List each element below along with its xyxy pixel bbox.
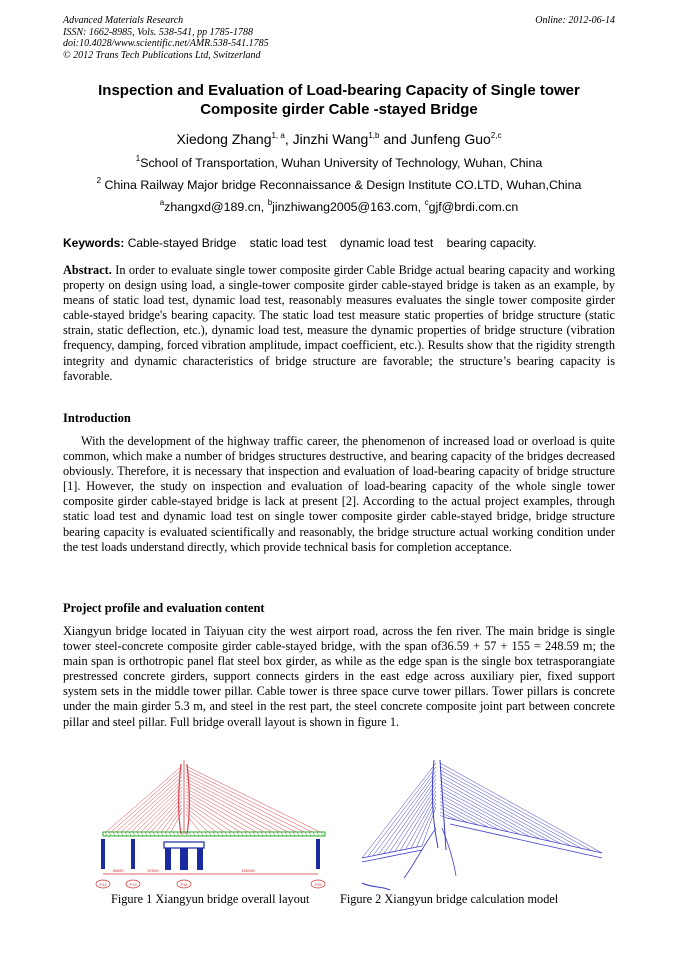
figure-1-dimension-label: 155000 xyxy=(241,868,255,873)
author-separator: and xyxy=(379,131,411,147)
abstract xyxy=(63,263,615,384)
figure-1-bridge-layout xyxy=(88,756,338,892)
author-name: Jinzhi Wang xyxy=(292,131,369,147)
section-heading-introduction: Introduction xyxy=(63,411,131,425)
figure-2-caption: Figure 2 Xiangyun bridge calculation model xyxy=(340,892,559,906)
author-name: Xiedong Zhang xyxy=(176,131,272,147)
affiliation-text: School of Transportation, Wuhan University of Technology, Wuhan, China xyxy=(140,156,543,170)
figure-1-stay-cables xyxy=(106,766,320,832)
project-paragraph: Xiangyun bridge located in Taiyuan city the west airport road, across the fen river. The main bridge is single tower steel-concrete composite girder cable-stayed bridge, with the span of36.59 + 57 + 155 = 248.59 m; the main span is orthotropic panel flat steel box girder, as while as the edge span is the single box tetrasporangiate prestressed concrete girders, support connects girders in the east edge across auxiliary pier, fixed support system sets in the middle tower pillar. Cable tower is three space curve tower pillars. Tower pillars is concrete under the main girder 5.3 m, and steel in the rest part, the steel concrete composite joint part between concrete pillar and steel pillar. Full bridge overall layout is shown in figure 1. xyxy=(63,624,615,729)
affiliation-sup: 1 xyxy=(135,154,141,163)
section-heading-project-profile: Project profile and evaluation content xyxy=(63,601,265,615)
author-sup: 1, a xyxy=(271,131,285,140)
journal-name: Advanced Materials Research xyxy=(63,15,184,26)
paper-title xyxy=(63,82,615,119)
email-address: jinzhiwang2005@163.com, xyxy=(272,200,425,214)
figure-1-pier-label: P12 xyxy=(99,882,107,887)
keyword: bearing capacity. xyxy=(446,236,537,250)
figure-1-deck xyxy=(103,832,325,836)
copyright-line: © 2012 Trans Tech Publications Ltd, Switzerland xyxy=(63,49,261,61)
email-address: zhangxd@189.cn, xyxy=(164,200,268,214)
figure-1-pier-label: P14 xyxy=(180,882,188,887)
author-name: Junfeng Guo xyxy=(410,131,491,147)
doi-line: doi:10.4028/www.scientific.net/AMR.538-541.1785 xyxy=(63,38,269,50)
author-sup: 1,b xyxy=(368,131,380,140)
keywords-label: Keywords: xyxy=(63,236,125,250)
title-line-1: Inspection and Evaluation of Load-bearing Capacity of Single tower xyxy=(98,82,580,99)
keyword: dynamic load test xyxy=(339,236,434,250)
figure-2-model-lines xyxy=(362,763,602,862)
figure-1-dimension-label: 57000 xyxy=(147,868,159,873)
abstract-label: Abstract. xyxy=(63,263,112,277)
keyword: static load test xyxy=(249,236,327,250)
affiliation-text: China Railway Major bridge Reconnaissance & Design Institute CO.LTD, Wuhan,China xyxy=(101,178,582,192)
figure-1-piers xyxy=(101,839,320,870)
email-list xyxy=(63,200,615,214)
figure-1-tower xyxy=(179,760,190,834)
email-sup: b xyxy=(267,198,273,207)
email-address: gjf@brdi.com.cn xyxy=(428,200,519,214)
figure-2-calculation-model xyxy=(352,758,608,892)
author-separator: , xyxy=(284,131,293,147)
keyword: Cable-stayed Bridge xyxy=(127,236,237,250)
author-list xyxy=(63,131,615,147)
introduction-paragraph: With the development of the highway traffic career, the phenomenon of increased load or overload is quite common, which make a number of bridges structures destructive, and bearing capacity of the bridges decreased obviously. Therefore, it is necessary that inspection and evaluation of load-bearing capacity of bridge structure [1]. However, the study on inspection and evaluation of load-bearing capacity of the whole single tower composite girder cable-stayed bridge is lack at present [2]. According to the actual project examples, through static load test and dynamic load test on single tower composite girder cable-stayed bridge, bridge structure bearing capacity is evaluated scientifically and reasonably, the bridge structure actual working condition under the test loads understand directly, which provide technical basis for completion acceptance. xyxy=(63,434,615,554)
email-sup: c xyxy=(424,198,429,207)
online-date: Online: 2012-06-14 xyxy=(535,15,615,26)
figure-1-dimension-label: 36590 xyxy=(112,868,124,873)
figure-1-pier-label: P15 xyxy=(314,882,322,887)
affiliation-2 xyxy=(63,178,615,192)
issn-line: ISSN: 1662-8985, Vols. 538-541, pp 1785-1788 xyxy=(63,26,253,38)
email-sup: a xyxy=(159,198,165,207)
figure-1-pier-label: P13 xyxy=(129,882,137,887)
author-sup: 2,c xyxy=(490,131,502,140)
figure-1-pier-markers xyxy=(96,880,325,888)
keywords xyxy=(63,236,615,250)
title-line-2: Composite girder Cable -stayed Bridge xyxy=(200,100,478,118)
journal-header xyxy=(63,15,615,61)
abstract-text: In order to evaluate single tower composite girder Cable Bridge actual bearing capacity and working property on design using load, a single-tower composite girder cable-stayed bridge is taken as an example, by means of static load test, dynamic load test, reasonably measures evaluates the single tower composite girder cable-stayed bridge's bearing capacity. The static load test measure static properties of bridge structure (static strain, static deflection, etc.), dynamic load test, measure the dynamic properties of bridge structure (vibration frequency, damping, forced vibration amplitude, impact coefficient, etc.). Results show that the rigidity strength integrity and dynamic characteristics of bridge structure are favorable; the structure’s bearing capacity is favorable. xyxy=(63,263,615,383)
affiliation-1 xyxy=(63,156,615,170)
affiliation-sup: 2 xyxy=(96,176,102,185)
figure-1-caption: Figure 1 Xiangyun bridge overall layout xyxy=(111,892,310,906)
figure-1-dimension-line xyxy=(103,868,318,874)
